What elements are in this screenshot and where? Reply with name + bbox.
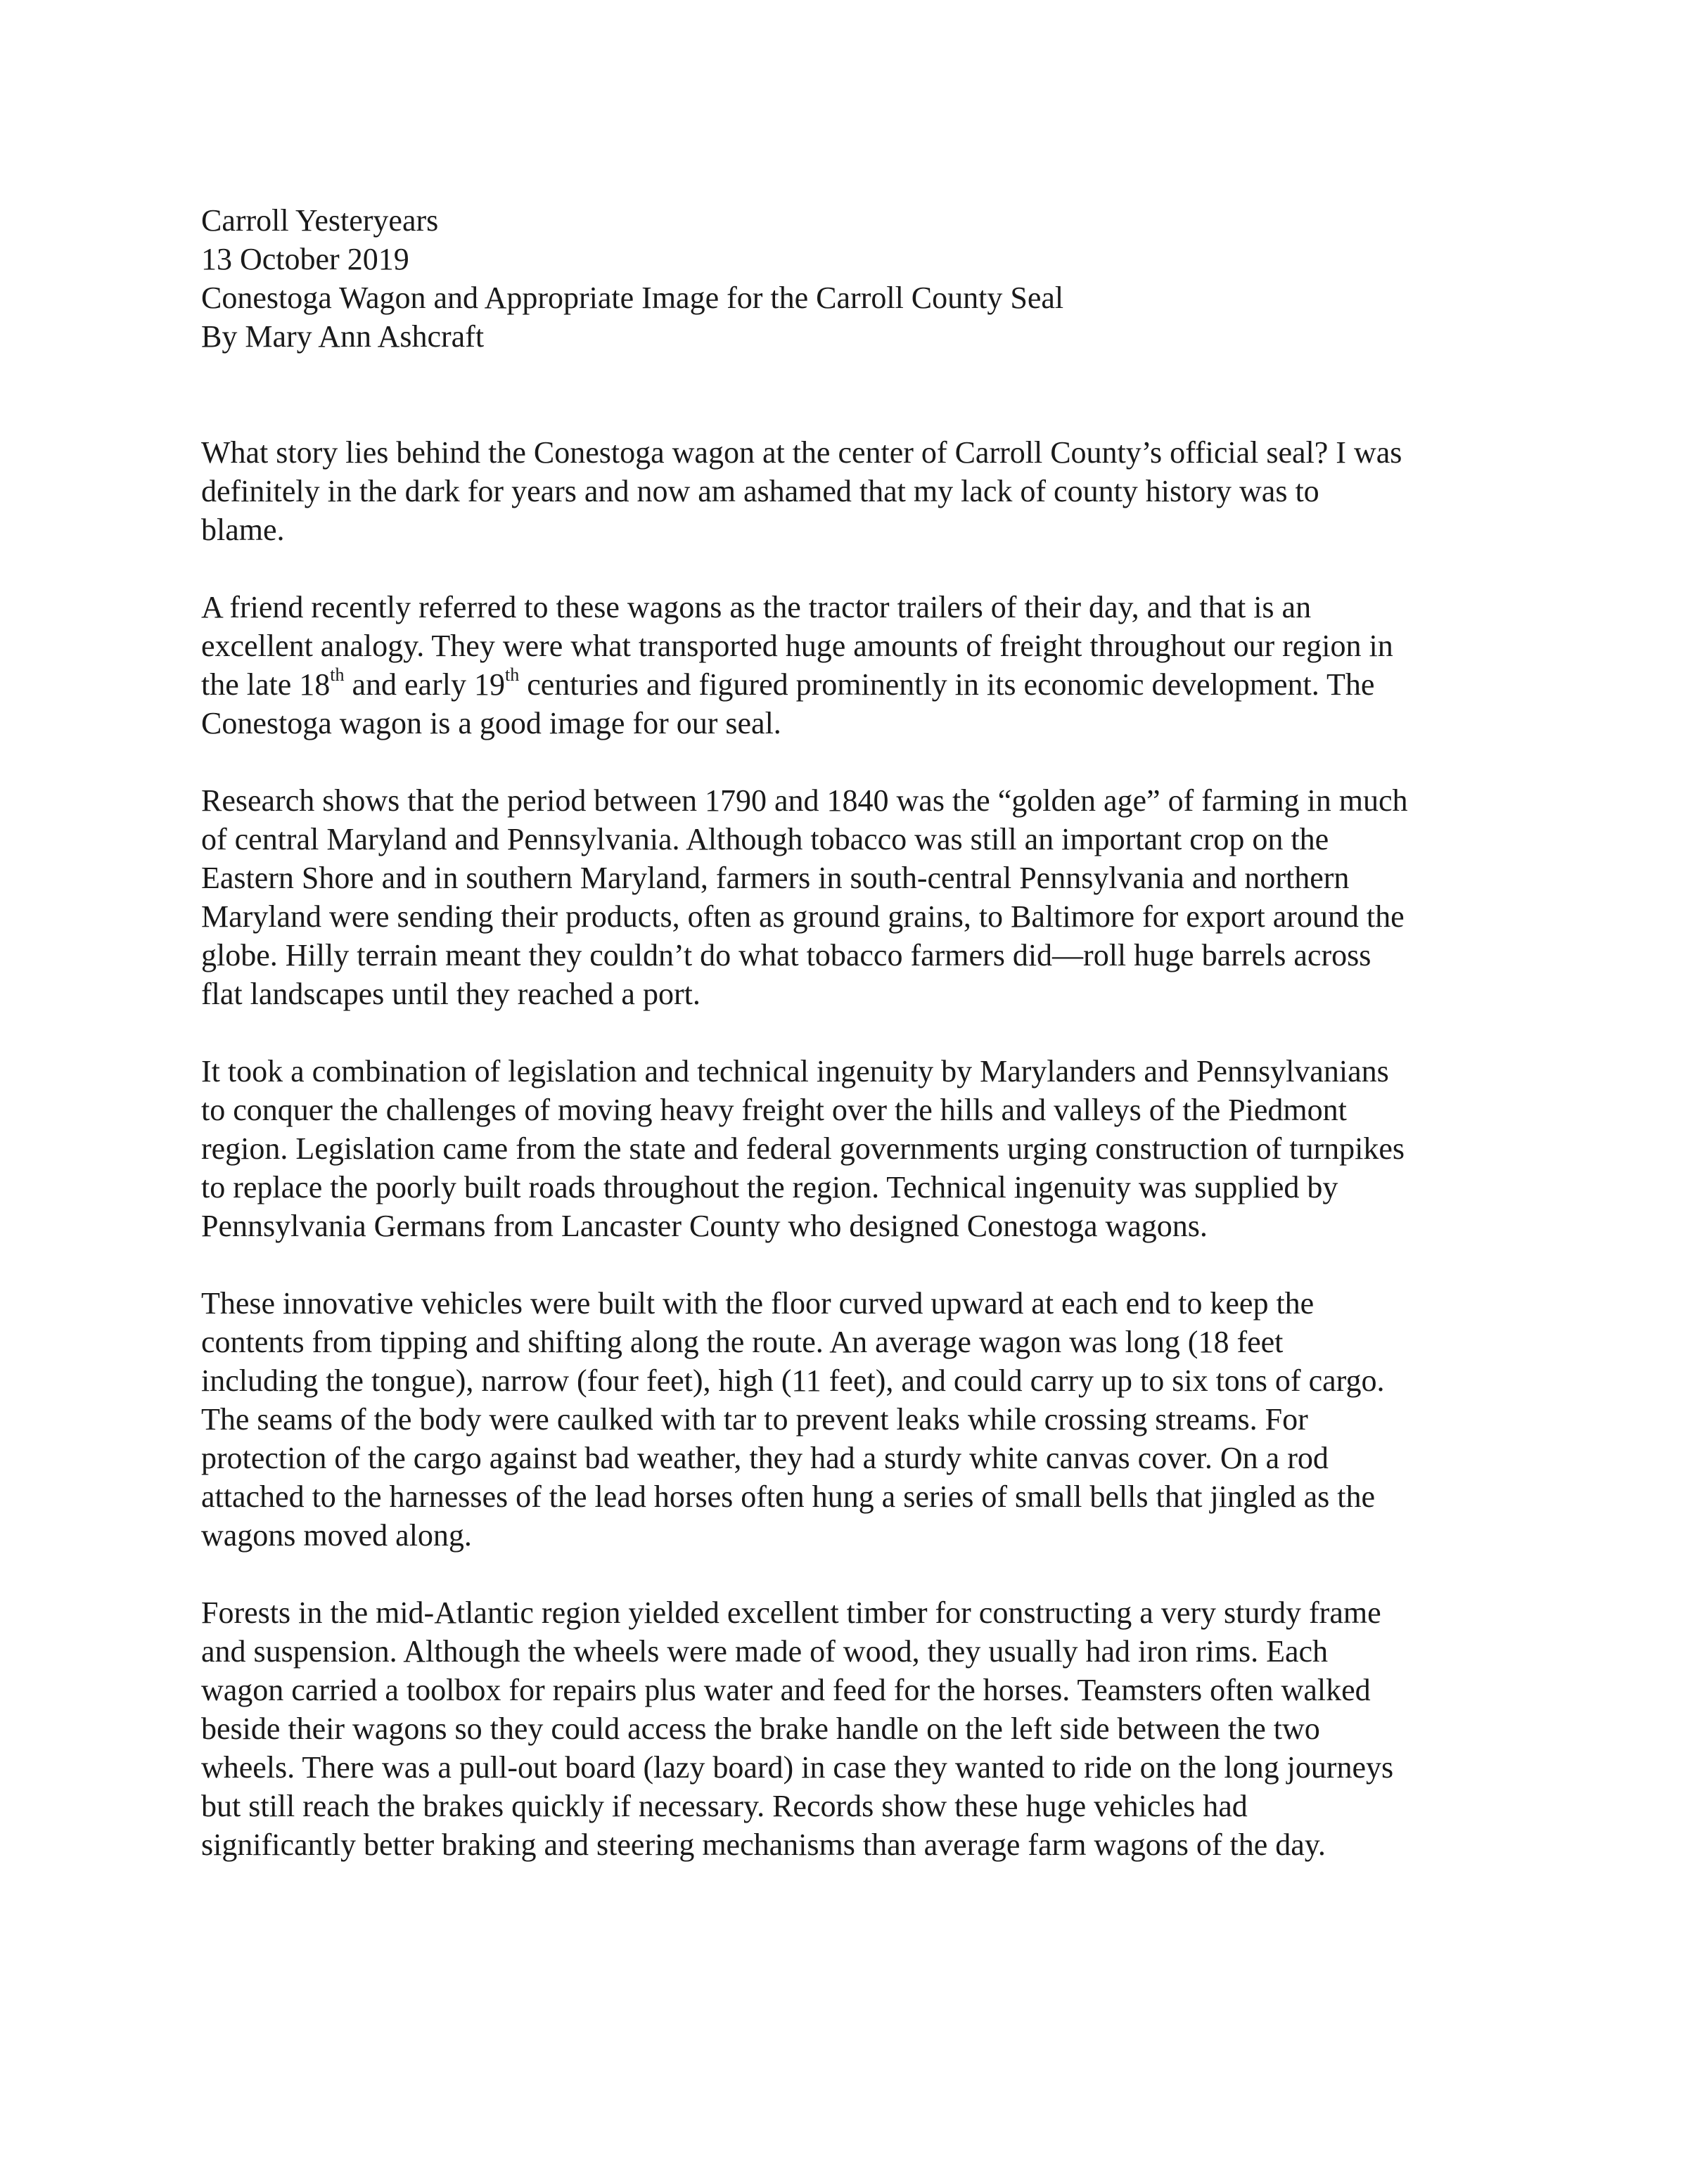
text-line: Forests in the mid-Atlantic region yielded excellent timber for constructing a very sturdy frame <box>201 1595 1381 1630</box>
publication-date: 13 October 2019 <box>201 242 409 276</box>
text-line: to conquer the challenges of moving heavy freight over the hills and valleys of the Piedmont <box>201 1093 1347 1127</box>
text-line: These innovative vehicles were built with the floor curved upward at each end to keep the <box>201 1286 1315 1321</box>
text-line: Research shows that the period between 1790 and 1840 was the “golden age” of farming in much <box>201 783 1408 818</box>
text-line: including the tongue), narrow (four feet), high (11 feet), and could carry up to six tons of cargo. <box>201 1363 1385 1398</box>
text-line: globe. Hilly terrain meant they couldn’t do what tobacco farmers did—roll huge barrels across <box>201 938 1372 972</box>
paragraph-1 <box>201 433 1509 549</box>
text-line: and suspension. Although the wheels were made of wood, they usually had iron rims. Each <box>201 1634 1329 1669</box>
text-line: Maryland were sending their products, often as ground grains, to Baltimore for export around the <box>201 899 1405 934</box>
ordinal-suffix: th <box>504 664 520 686</box>
text-line: Pennsylvania Germans from Lancaster County who designed Conestoga wagons. <box>201 1209 1208 1243</box>
paragraph-5 <box>201 1284 1509 1555</box>
paragraph-4 <box>201 1052 1509 1245</box>
paragraph-3 <box>201 781 1509 1013</box>
text-line: A friend recently referred to these wagons as the tractor trailers of their day, and that is an <box>201 590 1312 624</box>
paragraph-2 <box>201 588 1509 743</box>
text-line: blame. <box>201 513 285 547</box>
text-line: beside their wagons so they could access the brake handle on the left side between the two <box>201 1711 1320 1746</box>
byline: By Mary Ann Ashcraft <box>201 319 485 354</box>
text-line: of central Maryland and Pennsylvania. Although tobacco was still an important crop on the <box>201 822 1329 856</box>
text-line: What story lies behind the Conestoga wagon at the center of Carroll County’s official seal? I was <box>201 435 1402 470</box>
text-line: attached to the harnesses of the lead horses often hung a series of small bells that jingled as the <box>201 1479 1376 1514</box>
text-segment: and early 19 <box>344 667 505 702</box>
paragraph-6 <box>201 1593 1509 1864</box>
article-title: Conestoga Wagon and Appropriate Image for the Carroll County Seal <box>201 281 1064 315</box>
text-line: Conestoga wagon is a good image for our seal. <box>201 706 781 740</box>
ordinal-suffix: th <box>330 664 345 686</box>
text-line: excellent analogy. They were what transported huge amounts of freight throughout our region in <box>201 629 1393 663</box>
text-line: It took a combination of legislation and technical ingenuity by Marylanders and Pennsylvanians <box>201 1054 1389 1088</box>
text-segment: centuries and figured prominently in its economic development. The <box>519 667 1375 702</box>
document-body <box>201 201 1509 1903</box>
text-line: flat landscapes until they reached a port. <box>201 977 701 1011</box>
text-line: significantly better braking and steering mechanisms than average farm wagons of the day. <box>201 1828 1326 1862</box>
text-line: The seams of the body were caulked with tar to prevent leaks while crossing streams. For <box>201 1402 1308 1437</box>
document-header <box>201 201 1509 356</box>
text-line: wagon carried a toolbox for repairs plus water and feed for the horses. Teamsters often walked <box>201 1673 1371 1707</box>
text-line: definitely in the dark for years and now am ashamed that my lack of county history was to <box>201 474 1319 508</box>
text-line: wagons moved along. <box>201 1518 472 1553</box>
text-line: wheels. There was a pull-out board (lazy board) in case they wanted to ride on the long journeys <box>201 1750 1394 1785</box>
text-line: but still reach the brakes quickly if necessary. Records show these huge vehicles had <box>201 1789 1248 1823</box>
text-line <box>201 665 1509 704</box>
text-line: to replace the poorly built roads throughout the region. Technical ingenuity was supplied by <box>201 1170 1338 1205</box>
text-segment: the late 18 <box>201 667 331 702</box>
text-line: contents from tipping and shifting along the route. An average wagon was long (18 feet <box>201 1325 1284 1359</box>
column-name: Carroll Yesteryears <box>201 203 439 238</box>
text-line: Eastern Shore and in southern Maryland, farmers in south-central Pennsylvania and northern <box>201 861 1350 895</box>
text-line: protection of the cargo against bad weather, they had a sturdy white canvas cover. On a rod <box>201 1441 1329 1475</box>
text-line: region. Legislation came from the state and federal governments urging construction of turnpikes <box>201 1131 1405 1166</box>
